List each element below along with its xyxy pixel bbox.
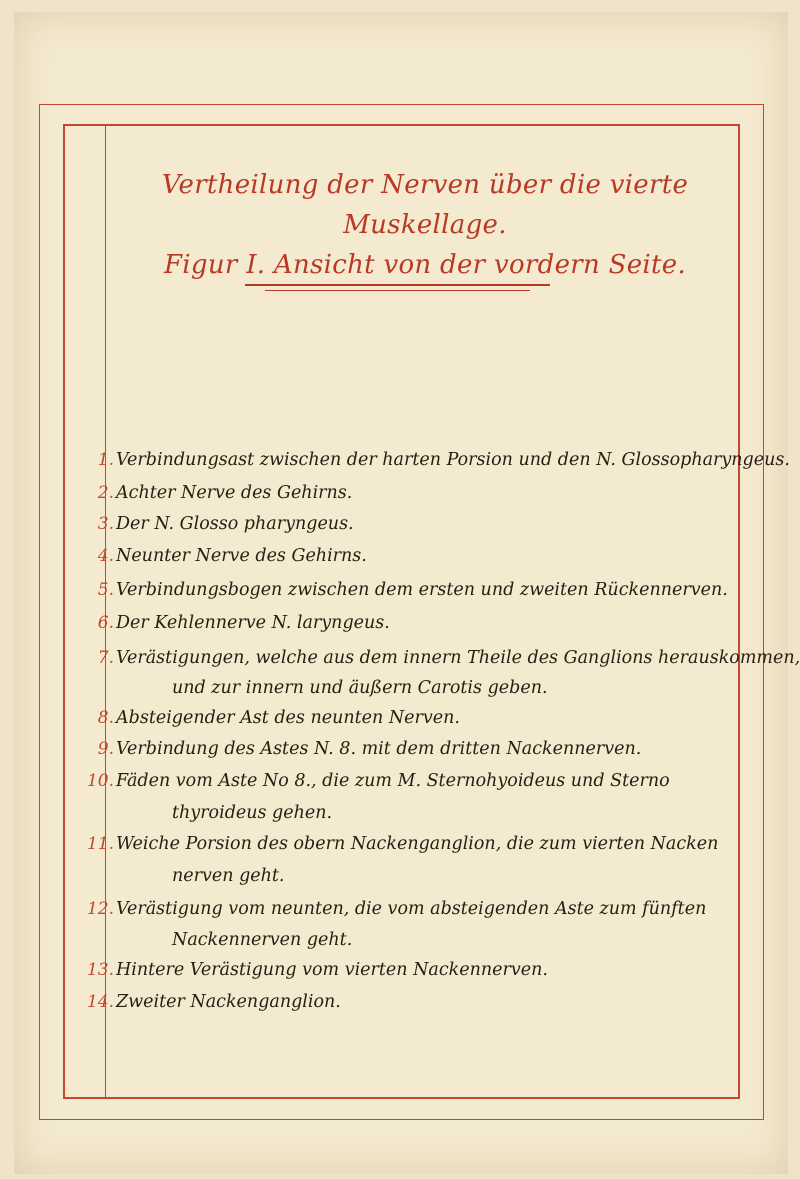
- item-text: Neunter Nerve des Gehirns.: [116, 546, 367, 566]
- item-text-continued: und zur innern und äußern Carotis geben.: [172, 678, 548, 698]
- item-number: 8.: [97, 708, 114, 728]
- item-text: Der Kehlennerve N. laryngeus.: [116, 613, 390, 633]
- item-number: 4.: [97, 546, 114, 566]
- title-underline: [245, 284, 550, 286]
- item-number: 5.: [97, 580, 114, 600]
- item-number: 10.: [86, 771, 114, 791]
- item-text: Absteigender Ast des neunten Nerven.: [116, 708, 460, 728]
- item-text: Verbindungsast zwischen der harten Porsion und den N. Glossopharyngeus.: [116, 450, 790, 470]
- item-number: 6.: [97, 613, 114, 633]
- item-number: 11.: [86, 834, 114, 854]
- item-text: Der N. Glosso pharyngeus.: [116, 514, 354, 534]
- item-number: 13.: [86, 960, 114, 980]
- title-line-2: Figur I. Ansicht von der vordern Seite.: [163, 250, 687, 280]
- item-text: Zweiter Nackenganglion.: [116, 992, 341, 1012]
- item-number: 12.: [86, 899, 114, 919]
- item-text: Verästigung vom neunten, die vom absteigenden Aste zum fünften: [116, 899, 707, 919]
- item-text: Fäden vom Aste No 8., die zum M. Sternohyoideus und Sterno: [116, 771, 670, 791]
- item-text-continued: nerven geht.: [172, 866, 285, 886]
- item-text-continued: thyroideus gehen.: [172, 803, 333, 823]
- item-text-continued: Nackennerven geht.: [172, 930, 353, 950]
- title-block: [110, 165, 740, 285]
- item-number: 9.: [97, 739, 114, 759]
- item-text: Verbindung des Astes N. 8. mit dem dritten Nackennerven.: [116, 739, 642, 759]
- item-number: 1.: [97, 450, 114, 470]
- title-line-1: Vertheilung der Nerven über die vierte Muskellage.: [161, 170, 689, 240]
- item-number: 2.: [97, 483, 114, 503]
- item-text: Hintere Verästigung vom vierten Nackennerven.: [116, 960, 548, 980]
- item-text: Verbindungsbogen zwischen dem ersten und zweiten Rückennerven.: [116, 580, 728, 600]
- item-number: 3.: [97, 514, 114, 534]
- item-text: Achter Nerve des Gehirns.: [116, 483, 353, 503]
- margin-rule: [105, 126, 106, 1097]
- item-number: 14.: [86, 992, 114, 1012]
- item-text: Verästigungen, welche aus dem innern Theile des Ganglions herauskommen,: [116, 648, 800, 668]
- item-text: Weiche Porsion des obern Nackenganglion, die zum vierten Nacken: [116, 834, 719, 854]
- item-number: 7.: [97, 648, 114, 668]
- title-underline-thin: [265, 290, 530, 291]
